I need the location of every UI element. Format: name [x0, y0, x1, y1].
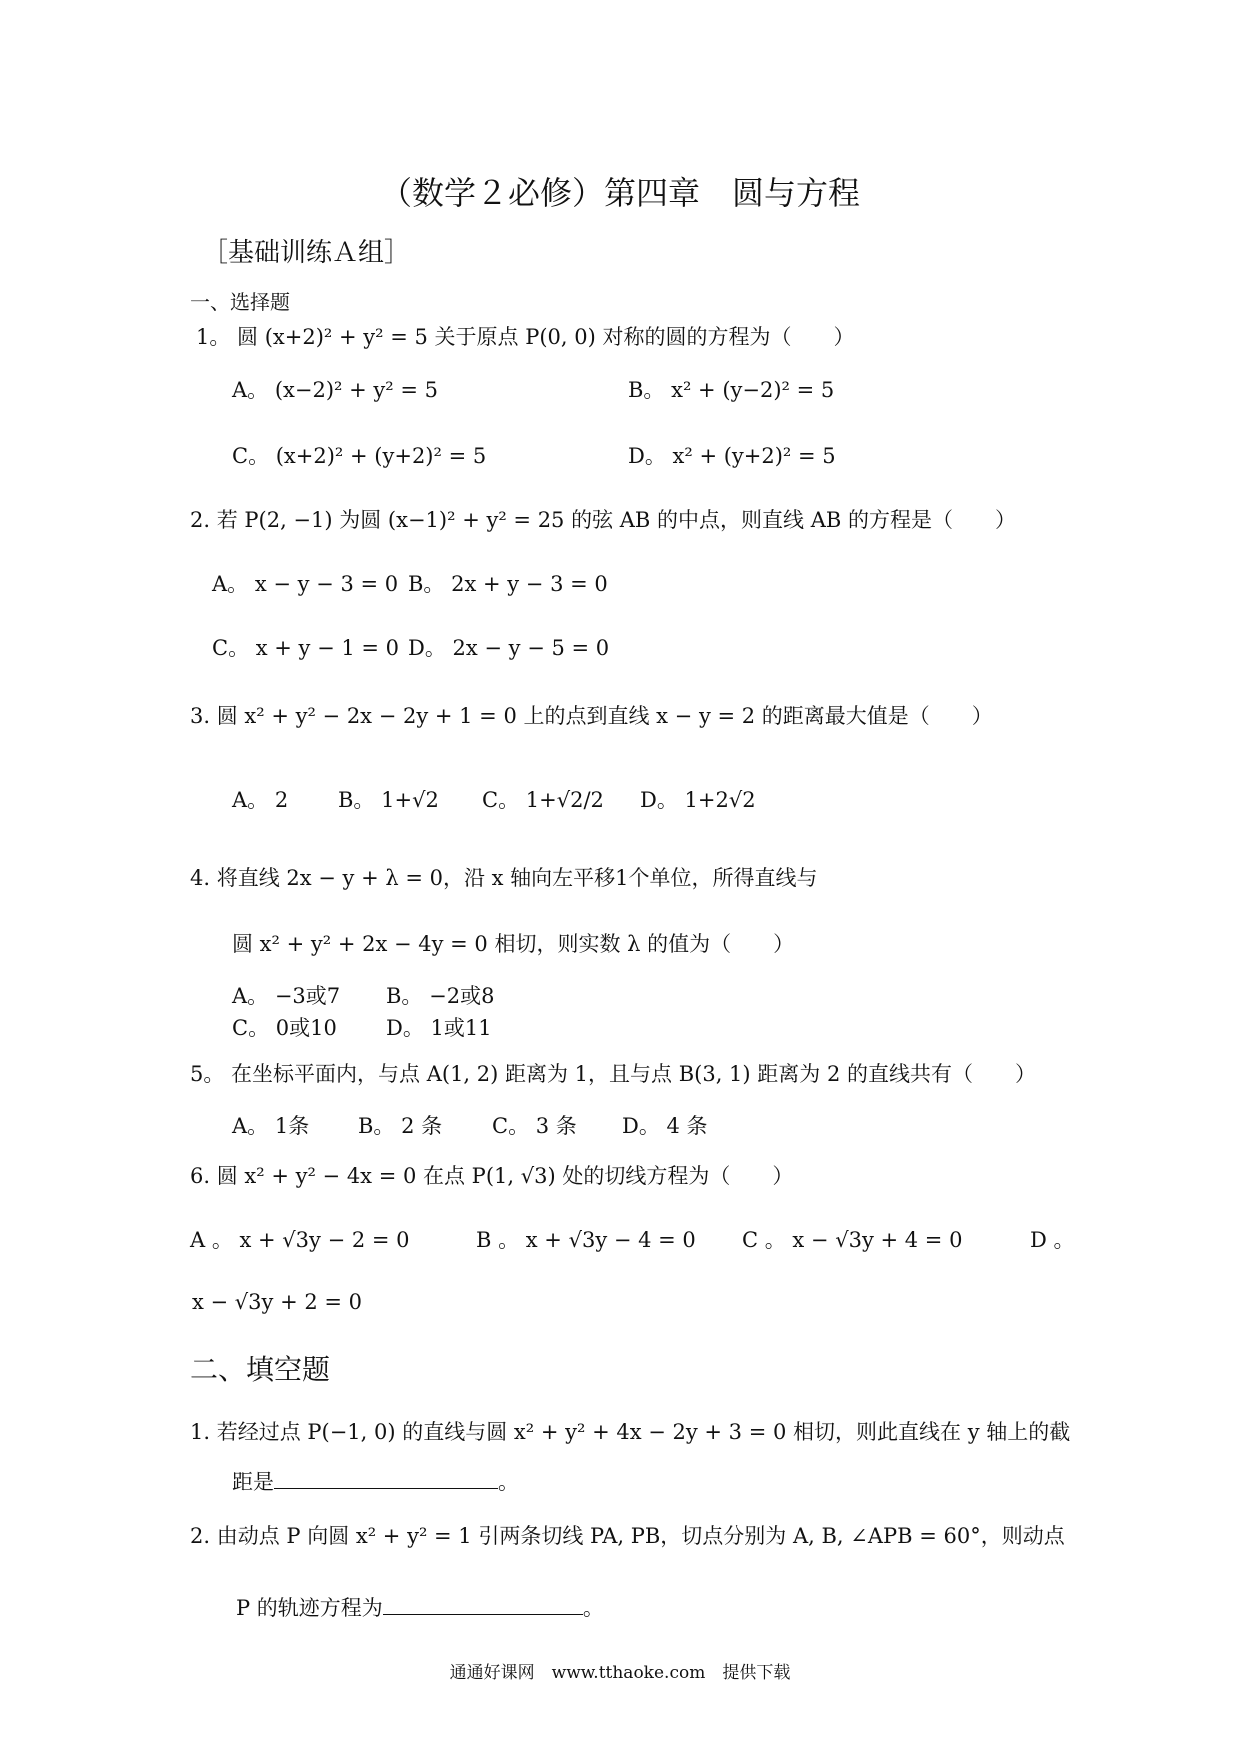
option: B。 x² + (y−2)² = 5: [628, 378, 835, 402]
section-heading-fill: 二、填空题: [190, 1353, 331, 1386]
question-text-continued: [232, 1466, 519, 1496]
option: D。 1+2√2: [640, 788, 756, 812]
question-text: 3. 圆 x² + y² − 2x − 2y + 1 = 0 上的点到直线 x − y = 2 的距离最大值是（ ）: [190, 704, 993, 728]
option: D。 x² + (y+2)² = 5: [628, 444, 836, 468]
fill-prefix: 距是: [232, 1470, 274, 1494]
page-footer: 通通好课网 www.tthaoke.com 提供下载: [449, 1663, 791, 1683]
fill-suffix: 。: [498, 1470, 519, 1494]
option: B。 2x + y − 3 = 0: [408, 572, 608, 596]
option: B 。 x + √3y − 4 = 0: [476, 1228, 696, 1252]
question-text: 5。 在坐标平面内，与点 A(1, 2) 距离为 1，且与点 B(3, 1) 距离为 2 的直线共有（ ）: [190, 1062, 1036, 1086]
page-title: （数学２必修）第四章 圆与方程: [379, 174, 860, 212]
question-text: 4. 将直线 2x − y + λ = 0，沿 x 轴向左平移1个单位，所得直线与: [190, 866, 818, 890]
answer-blank[interactable]: [274, 1466, 498, 1489]
answer-blank[interactable]: [383, 1592, 583, 1615]
question-text: 6. 圆 x² + y² − 4x = 0 在点 P(1, √3) 处的切线方程为（ ）: [190, 1164, 794, 1188]
question-text: 1. 若经过点 P(−1, 0) 的直线与圆 x² + y² + 4x − 2y + 3 = 0 相切，则此直线在 y 轴上的截: [190, 1420, 1071, 1444]
option: A。 (x−2)² + y² = 5: [232, 378, 438, 402]
option: C。 (x+2)² + (y+2)² = 5: [232, 444, 487, 468]
fill-suffix: 。: [582, 1596, 604, 1620]
option: D 。: [1030, 1228, 1075, 1252]
question-text-continued: [236, 1592, 604, 1622]
option: A 。 x + √3y − 2 = 0: [190, 1228, 410, 1252]
question-text-continued: 圆 x² + y² + 2x − 4y = 0 相切，则实数 λ 的值为（ ）: [232, 932, 795, 956]
option: C 。 x − √3y + 4 = 0: [742, 1228, 963, 1252]
question-text: 2. 若 P(2, −1) 为圆 (x−1)² + y² = 25 的弦 AB 的中点，则直线 AB 的方程是（ ）: [190, 508, 1016, 532]
option: A。 −3或7: [232, 984, 341, 1008]
section-heading-choice: 一、选择题: [190, 290, 290, 314]
option: A。 1条: [232, 1114, 310, 1138]
subtitle: ［基础训练Ａ组］: [202, 238, 411, 268]
question-text: 2. 由动点 P 向圆 x² + y² = 1 引两条切线 PA, PB，切点分别为 A, B, ∠APB = 60°，则动点: [190, 1524, 1065, 1548]
option: D。 4 条: [622, 1114, 708, 1138]
option: B。 −2或8: [386, 984, 495, 1008]
fill-prefix: P 的轨迹方程为: [236, 1596, 383, 1620]
option: A。 2: [232, 788, 289, 812]
option: x − √3y + 2 = 0: [192, 1290, 363, 1314]
option: B。 2 条: [358, 1114, 443, 1138]
option: D。 2x − y − 5 = 0: [408, 636, 610, 660]
option: B。 1+√2: [338, 788, 439, 812]
option: D。 1或11: [386, 1016, 492, 1040]
option: A。 x − y − 3 = 0: [212, 572, 399, 596]
option: C。 1+√2/2: [482, 788, 604, 812]
option: C。 3 条: [492, 1114, 577, 1138]
question-text: 1。 圆 (x+2)² + y² = 5 关于原点 P(0, 0) 对称的圆的方程为（ ）: [196, 325, 855, 349]
option: C。 x + y − 1 = 0: [212, 636, 400, 660]
option: C。 0或10: [232, 1016, 337, 1040]
